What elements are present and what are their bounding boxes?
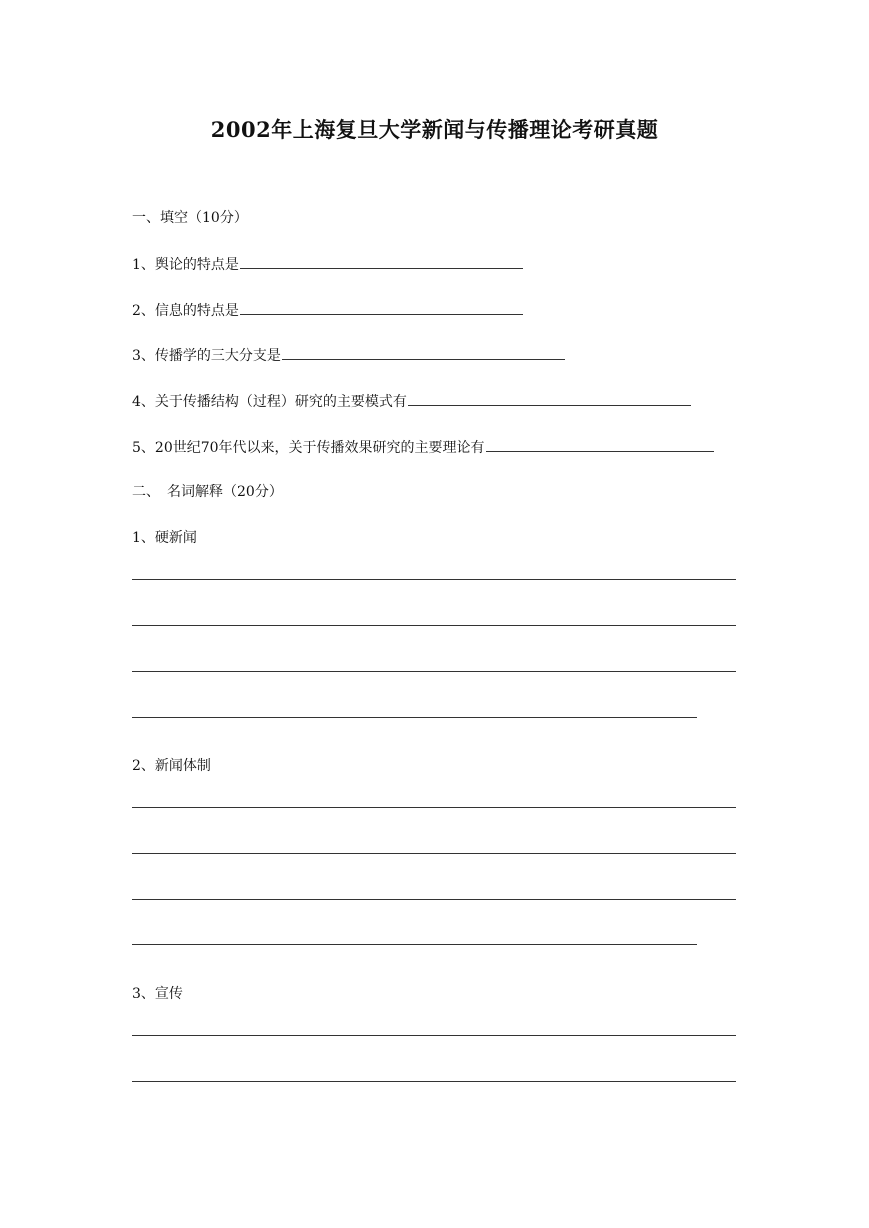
answer-line[interactable] [132, 625, 736, 626]
answer-blank-2[interactable] [240, 300, 523, 315]
question-2 [132, 300, 523, 321]
answer-line[interactable] [132, 899, 736, 900]
answer-line[interactable] [132, 1035, 736, 1036]
question-1-text: 1、舆论的特点是 [132, 257, 239, 273]
answer-line[interactable] [132, 944, 697, 945]
answer-line[interactable] [132, 853, 736, 854]
term-1: 1、硬新闻 [132, 530, 197, 546]
page-title: 2002年上海复旦大学新闻与传播理论考研真题 [210, 117, 659, 142]
answer-blank-5[interactable] [486, 437, 714, 452]
question-4 [132, 391, 691, 412]
question-5 [132, 437, 714, 458]
answer-blank-3[interactable] [282, 345, 565, 360]
answer-blank-4[interactable] [408, 391, 691, 406]
term-3: 3、宣传 [132, 986, 183, 1002]
term-2: 2、新闻体制 [132, 758, 211, 774]
answer-line[interactable] [132, 717, 697, 718]
question-1 [132, 254, 523, 275]
question-2-text: 2、信息的特点是 [132, 303, 239, 319]
question-3-text: 3、传播学的三大分支是 [132, 348, 281, 364]
question-3 [132, 345, 565, 366]
section-terms-heading: 二、 名词解释（20分） [132, 484, 283, 500]
answer-blank-1[interactable] [240, 254, 523, 269]
answer-line[interactable] [132, 671, 736, 672]
question-5-text: 5、20世纪70年代以来，关于传播效果研究的主要理论有 [132, 440, 485, 456]
section-fill-blank-heading: 一、填空（10分） [132, 210, 248, 226]
answer-line[interactable] [132, 807, 736, 808]
answer-line[interactable] [132, 1081, 736, 1082]
answer-line[interactable] [132, 579, 736, 580]
question-4-text: 4、关于传播结构（过程）研究的主要模式有 [132, 394, 407, 410]
